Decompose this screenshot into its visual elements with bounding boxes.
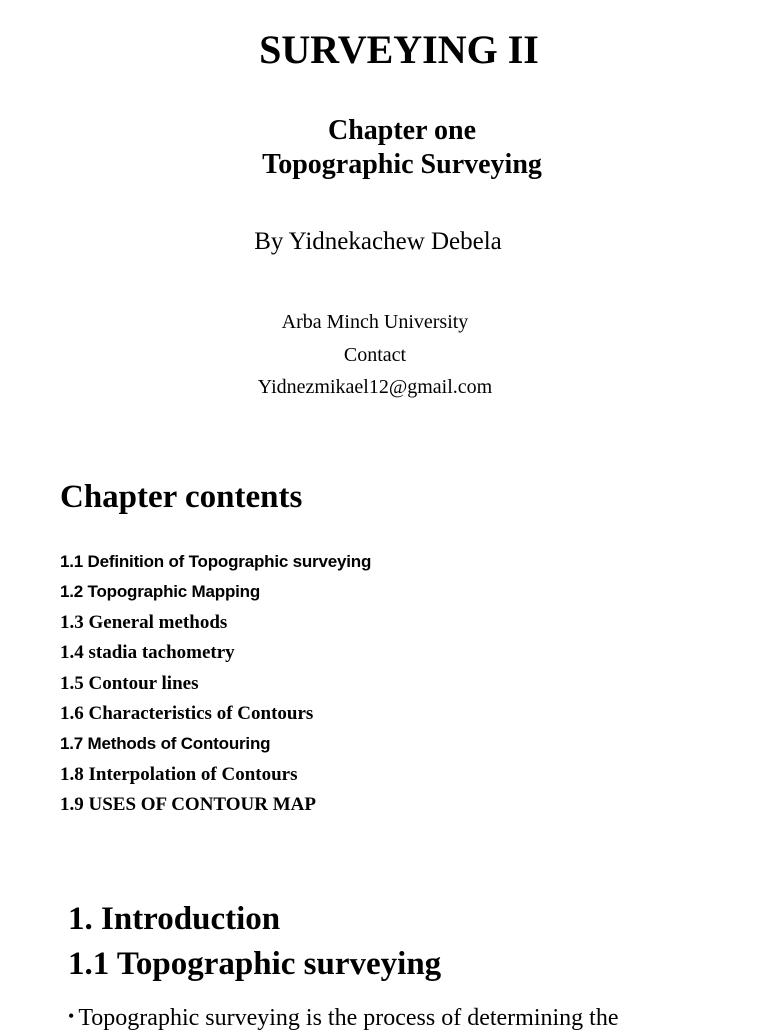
contact-email[interactable]: Yidnezmikael12@gmail.com: [257, 376, 493, 398]
bullet-dot-icon: •: [68, 1006, 75, 1026]
chapter-label: Chapter one: [327, 115, 477, 146]
document-title: SURVEYING II: [259, 27, 539, 72]
toc-item-1-2: 1.2 Topographic Mapping: [60, 582, 261, 602]
chapter-subtitle: Topographic Surveying: [262, 149, 542, 180]
bullet-text: Topographic surveying is the process of determining the: [78, 1005, 619, 1031]
contents-heading: Chapter contents: [60, 479, 303, 515]
toc-item-1-1: 1.1 Definition of Topographic surveying: [60, 552, 372, 571]
toc-item-1-3: 1.3 General methods: [60, 611, 228, 633]
institution-line: Arba Minch University: [281, 311, 469, 333]
toc-item-1-9: 1.9 USES OF CONTOUR MAP: [60, 794, 316, 816]
toc-item-1-4: 1.4 stadia tachometry: [60, 642, 235, 664]
toc-item-1-5: 1.5 Contour lines: [60, 672, 199, 694]
toc-item-1-6: 1.6 Characteristics of Contours: [60, 702, 314, 724]
introduction-heading: 1. Introduction: [68, 901, 281, 937]
section-heading: 1.1 Topographic surveying: [68, 946, 442, 982]
toc-item-1-7: 1.7 Methods of Contouring: [60, 734, 271, 754]
contact-label: Contact: [343, 344, 407, 366]
table-of-contents: [60, 547, 371, 821]
toc-item-1-8: 1.8 Interpolation of Contours: [60, 763, 298, 785]
bullet-paragraph: [68, 1000, 619, 1034]
author-line: By Yidnekachew Debela: [254, 228, 502, 255]
title-slide: [0, 0, 768, 450]
